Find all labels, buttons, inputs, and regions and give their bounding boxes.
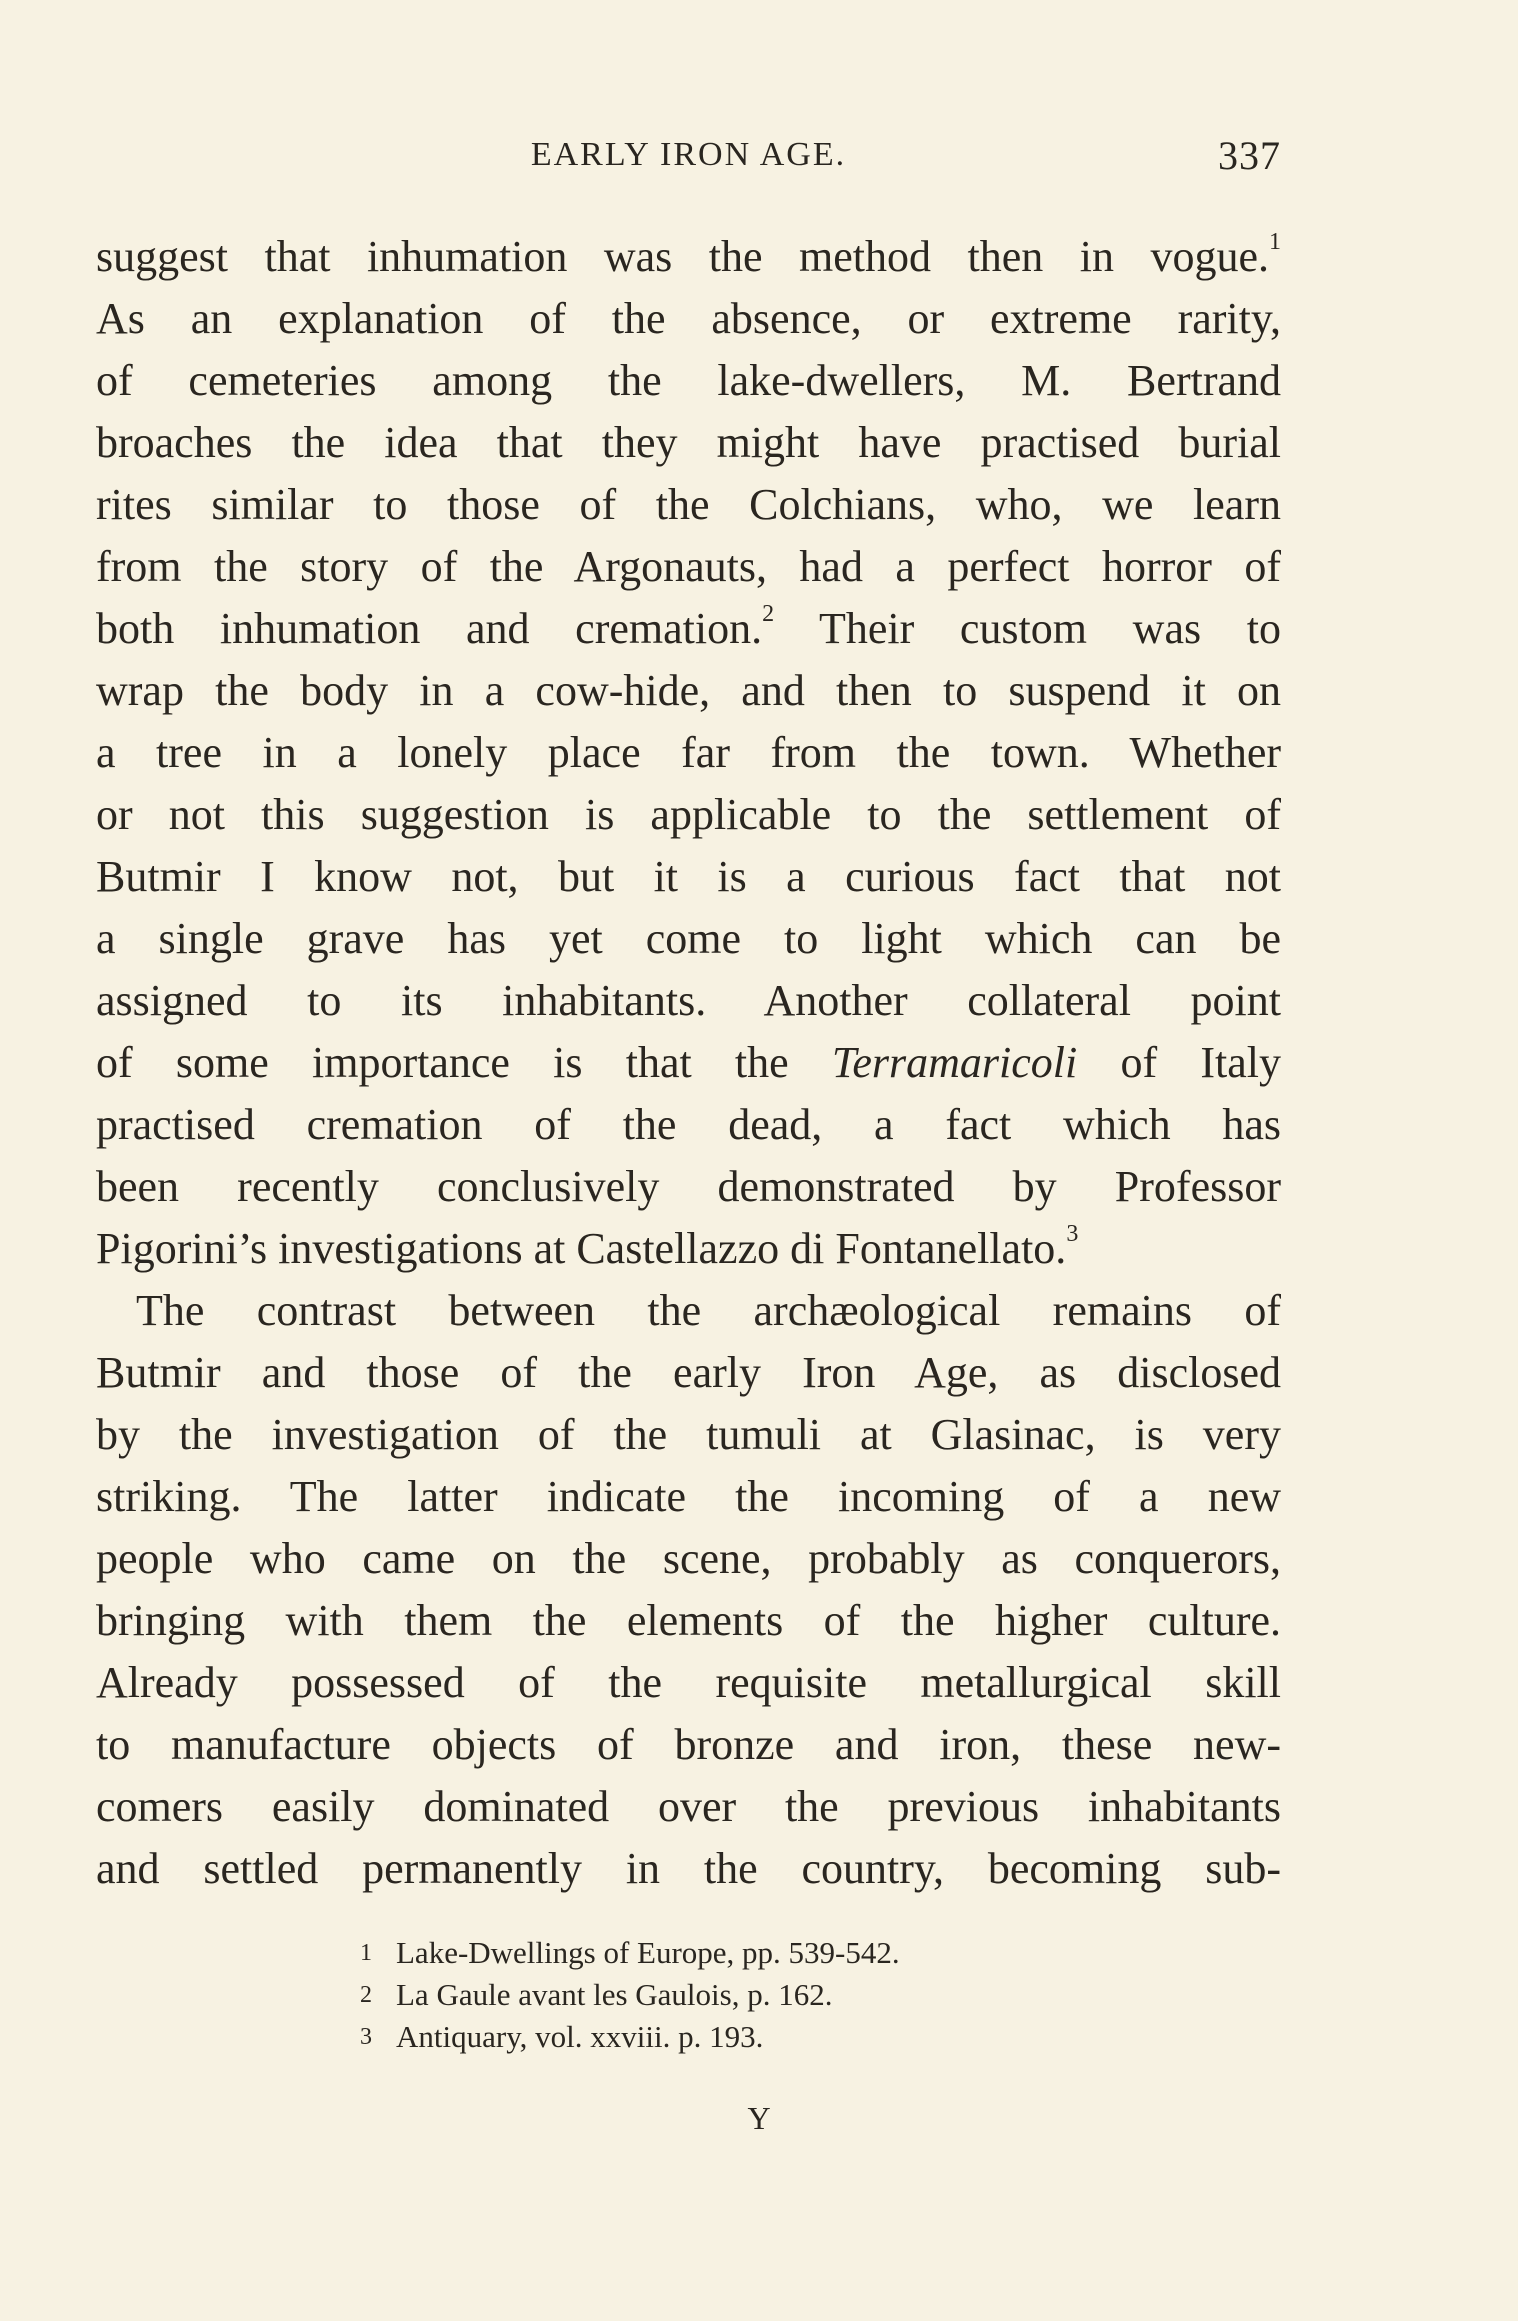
line-text: a single grave has yet come to light which can be (96, 914, 1281, 963)
text-line (96, 288, 1281, 350)
page-number: 337 (1218, 133, 1281, 178)
footnote-number: 1 (360, 1940, 372, 1966)
text-line (96, 536, 1281, 598)
line-text: comers easily dominated over the previous inhabitants (96, 1782, 1281, 1831)
text-line (96, 1094, 1281, 1156)
line-text-continued: of Italy (1077, 1038, 1281, 1087)
text-line (96, 1652, 1281, 1714)
text-line (96, 412, 1281, 474)
footnote-text: Antiquary, vol. xxviii. p. 193. (396, 2019, 764, 2054)
text-line (96, 846, 1281, 908)
text-line (96, 784, 1281, 846)
text-line (96, 598, 1281, 660)
footnotes (360, 1932, 1160, 2058)
footnote-ref[interactable]: 1 (1269, 229, 1281, 256)
text-line (96, 1590, 1281, 1652)
line-text: to manufacture objects of bronze and iron, these new- (96, 1720, 1281, 1769)
line-text: by the investigation of the tumuli at Glasinac, is very (96, 1410, 1281, 1459)
signature-mark: Y (747, 2100, 771, 2136)
line-text: Butmir I know not, but it is a curious fact that not (96, 852, 1281, 901)
footnote (360, 2016, 1160, 2058)
text-line (96, 908, 1281, 970)
line-text-continued: Their custom was to (774, 604, 1281, 653)
running-head (96, 132, 1281, 192)
text-line (96, 1714, 1281, 1776)
line-text: wrap the body in a cow-hide, and then to suspend it on (96, 666, 1281, 715)
footnote-ref[interactable]: 2 (762, 601, 775, 628)
footnote (360, 1932, 1160, 1974)
italic-term: Terramaricoli (831, 1038, 1078, 1087)
line-text: people who came on the scene, probably as conquerors, (96, 1534, 1281, 1583)
text-line (96, 1528, 1281, 1590)
text-line (96, 1156, 1281, 1218)
body-text (96, 226, 1281, 1900)
text-line (96, 1838, 1281, 1900)
line-text: or not this suggestion is applicable to the settlement of (96, 790, 1281, 839)
text-line (96, 660, 1281, 722)
text-line (96, 1404, 1281, 1466)
footnote-ref[interactable]: 3 (1066, 1221, 1079, 1248)
line-text: both inhumation and cremation. (96, 604, 763, 653)
footnote-number: 2 (360, 1982, 372, 2008)
footnote-text: Lake-Dwellings of Europe, pp. 539-542. (396, 1935, 900, 1970)
line-text: and settled permanently in the country, becoming sub- (96, 1844, 1281, 1893)
line-text: The contrast between the archæological remains of (136, 1286, 1281, 1335)
line-text: bringing with them the elements of the higher culture. (96, 1596, 1281, 1645)
footnote-number: 3 (360, 2024, 372, 2050)
text-line (96, 350, 1281, 412)
line-text: suggest that inhumation was the method then in vogue. (96, 232, 1269, 281)
line-text: of some importance is that the (96, 1038, 832, 1087)
line-text: practised cremation of the dead, a fact which has (96, 1100, 1281, 1149)
text-line (96, 1466, 1281, 1528)
text-line (96, 474, 1281, 536)
line-text: been recently conclusively demonstrated by Professor (96, 1162, 1281, 1211)
line-text: As an explanation of the absence, or extreme rarity, (96, 294, 1281, 343)
line-text: from the story of the Argonauts, had a perfect horror of (96, 542, 1281, 591)
footnote-text: La Gaule avant les Gaulois, p. 162. (396, 1977, 833, 2012)
text-line (96, 1342, 1281, 1404)
footnote (360, 1974, 1160, 2016)
text-line (96, 970, 1281, 1032)
text-line (96, 1280, 1281, 1342)
text-line (96, 722, 1281, 784)
line-text: striking. The latter indicate the incoming of a new (96, 1472, 1281, 1521)
line-text: assigned to its inhabitants. Another collateral point (96, 976, 1281, 1025)
text-line (96, 1032, 1281, 1094)
line-text: rites similar to those of the Colchians, who, we learn (96, 480, 1281, 529)
line-text: Pigorini’s investigations at Castellazzo di Fontanellato. (96, 1224, 1067, 1273)
line-text: a tree in a lonely place far from the town. Whether (96, 728, 1281, 777)
line-text: Already possessed of the requisite metallurgical skill (96, 1658, 1281, 1707)
text-line (96, 226, 1281, 288)
text-line (96, 1776, 1281, 1838)
text-line (96, 1218, 1281, 1280)
line-text: broaches the idea that they might have practised burial (96, 418, 1281, 467)
running-head-title: EARLY IRON AGE. (530, 136, 847, 173)
line-text: Butmir and those of the early Iron Age, as disclosed (96, 1348, 1281, 1397)
line-text: of cemeteries among the lake-dwellers, M. Bertrand (96, 356, 1281, 405)
